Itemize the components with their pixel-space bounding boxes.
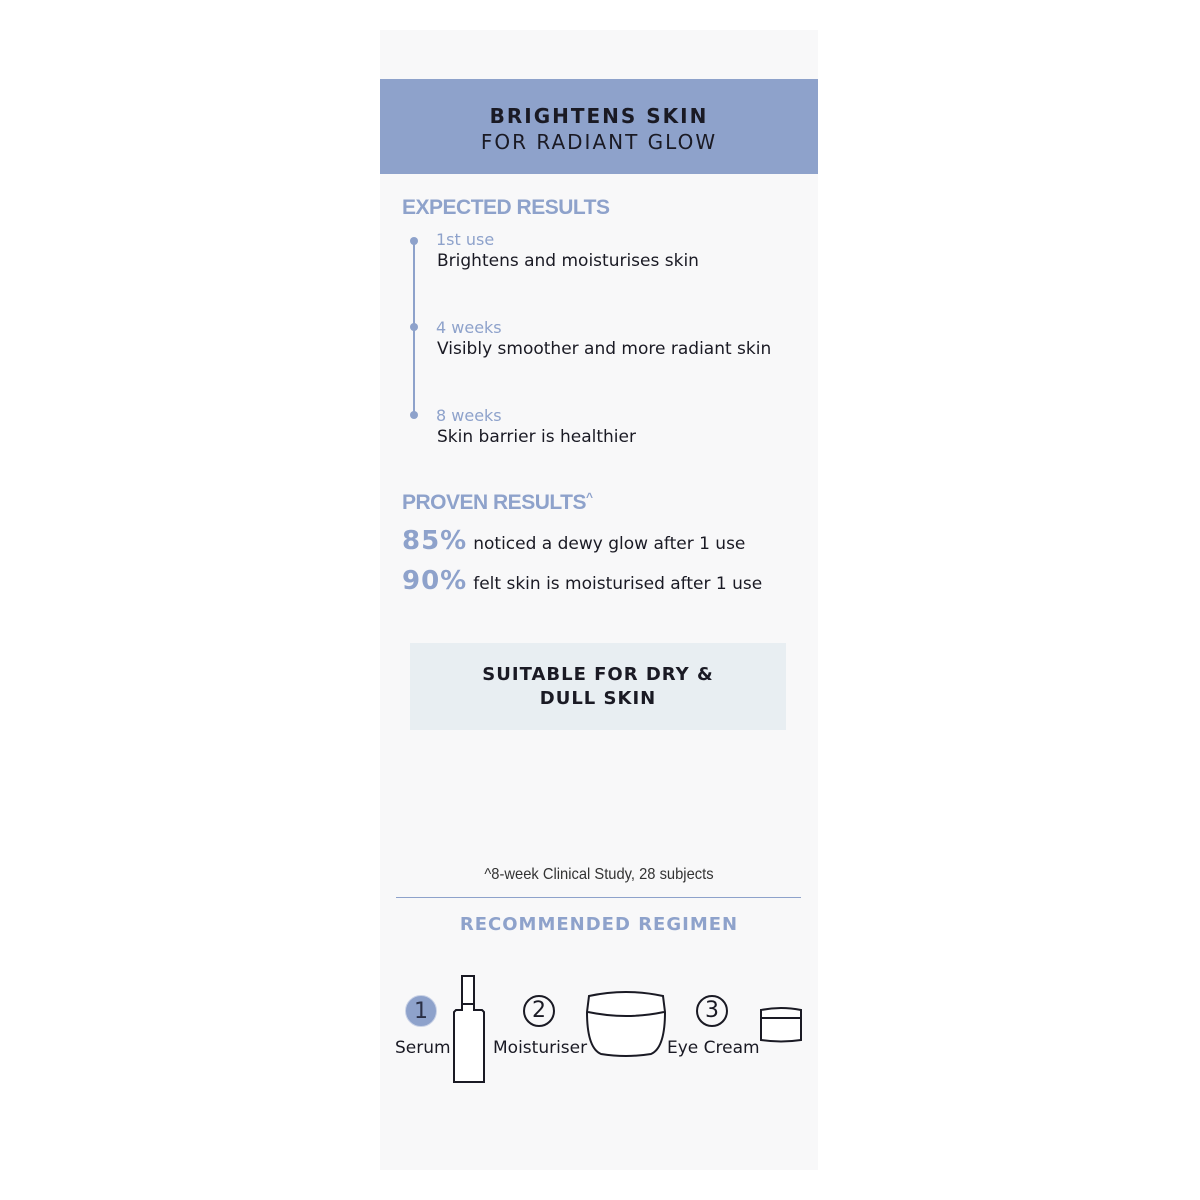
stat-row	[402, 526, 745, 556]
step-number-3: 3	[696, 995, 728, 1027]
stat-text: noticed a dewy glow after 1 use	[473, 534, 746, 554]
skin-type-line2: DULL SKIN	[539, 688, 657, 709]
step-label-moisturiser: Moisturiser	[493, 1038, 588, 1058]
benefit-headline: BRIGHTENS SKIN	[489, 104, 709, 128]
timeline-dot	[410, 411, 418, 419]
divider	[396, 897, 801, 898]
timeline-label-4-weeks: 4 weeks	[436, 318, 502, 337]
benefit-subheadline: FOR RADIANT GLOW	[480, 130, 718, 154]
expected-results-title: EXPECTED RESULTS	[402, 196, 610, 219]
step-label-serum: Serum	[395, 1038, 451, 1058]
skin-type-badge	[410, 643, 786, 730]
proven-results-title	[402, 490, 592, 515]
step-number-1: 1	[405, 995, 437, 1027]
stat-percent: 85%	[402, 526, 468, 556]
stat-text: felt skin is moisturised after 1 use	[473, 574, 763, 594]
footnote-marker: ^	[585, 490, 593, 504]
moisturiser-jar-icon	[585, 990, 667, 1058]
product-info-card	[380, 30, 818, 1170]
timeline-desc-8-weeks: Skin barrier is healthier	[437, 427, 636, 447]
timeline-desc-1st-use: Brightens and moisturises skin	[437, 251, 699, 271]
timeline-dot	[410, 323, 418, 331]
skin-type-line1: SUITABLE FOR DRY &	[482, 664, 714, 685]
timeline-desc-4-weeks: Visibly smoother and more radiant skin	[437, 339, 772, 359]
benefit-banner	[380, 79, 818, 174]
serum-bottle-icon	[452, 974, 488, 1084]
step-label-eye-cream: Eye Cream	[667, 1038, 760, 1058]
proven-results-title-text: PROVEN RESULTS	[402, 491, 586, 514]
regimen-title: RECOMMENDED REGIMEN	[459, 914, 739, 935]
stat-percent: 90%	[402, 566, 468, 596]
eye-cream-jar-icon	[759, 1006, 803, 1044]
timeline-dot	[410, 237, 418, 245]
timeline-label-8-weeks: 8 weeks	[436, 406, 502, 425]
clinical-study-footnote: ^8-week Clinical Study, 28 subjects	[484, 866, 714, 883]
timeline-label-1st-use: 1st use	[436, 230, 495, 249]
stat-row	[402, 566, 762, 596]
step-number-2: 2	[523, 995, 555, 1027]
